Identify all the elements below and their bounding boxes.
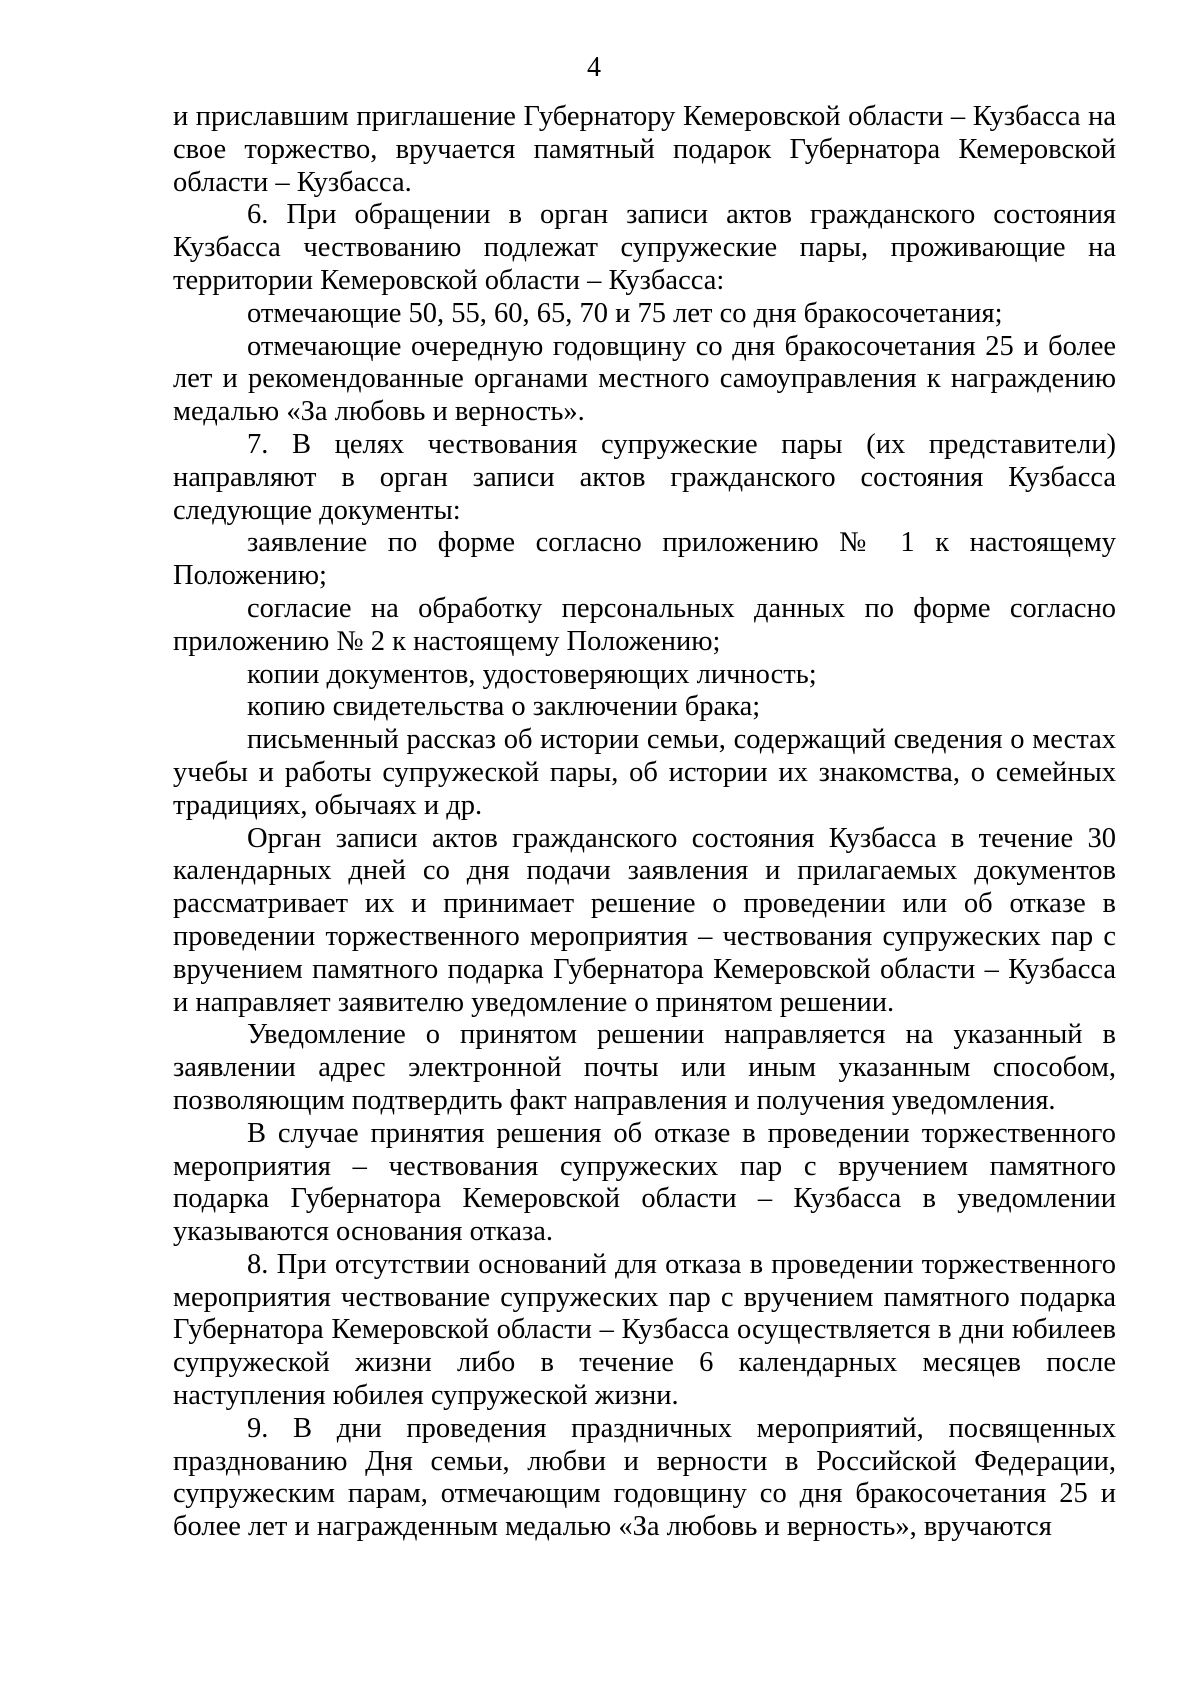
document-body bbox=[173, 101, 1116, 1544]
paragraph-document-marriage-certificate: копию свидетельства о заключении брака; bbox=[247, 691, 761, 723]
page-number: 4 bbox=[587, 52, 601, 83]
paragraph-item-9: 9. В дни проведения праздничных мероприятий, посвященных празднованию Дня семьи, любви и верности в Российской Федерации, супружеским парам, отмечающим годовщину со дня бракосочетания 25 и более лет и награжденным медалью «За любовь и верность», вручаются bbox=[173, 1412, 1116, 1543]
paragraph-continuation: и приславшим приглашение Губернатору Кемеровской области – Кузбасса на свое торжество, вручается памятный подарок Губернатора Кемеровской области – Кузбасса. bbox=[173, 101, 1116, 198]
paragraph-document-consent: согласие на обработку персональных данных по форме согласно приложению № 2 к настоящему Положению; bbox=[173, 592, 1116, 657]
paragraph-item-7: 7. В целях чествования супружеские пары (их представители) направляют в орган записи актов гражданского состояния Кузбасса следующие документы: bbox=[173, 428, 1116, 526]
paragraph-item-6: 6. При обращении в орган записи актов гражданского состояния Кузбасса чествованию подлежат супружеские пары, проживающие на территории Кемеровской области – Кузбасса: bbox=[173, 199, 1116, 296]
paragraph-document-family-story: письменный рассказ об истории семьи, содержащий сведения о местах учебы и работы супружеской пары, об истории их знакомства, о семейных традициях, обычаях и др. bbox=[173, 724, 1116, 821]
paragraph-document-application: заявление по форме согласно приложению № 1 к настоящему Положению; bbox=[173, 527, 1116, 592]
paragraph-document-id-copies: копии документов, удостоверяющих личность; bbox=[247, 658, 817, 690]
paragraph-item-6-condition-1: отмечающие 50, 55, 60, 65, 70 и 75 лет со дня бракосочетания; bbox=[247, 297, 1003, 329]
paragraph-item-6-condition-2: отмечающие очередную годовщину со дня бракосочетания 25 и более лет и рекомендованные органами местного самоуправления к награждению медалью «За любовь и верность». bbox=[173, 330, 1116, 428]
paragraph-item-8: 8. При отсутствии оснований для отказа в проведении торжественного мероприятия чествование супружеских пар с вручением памятного подарка Губернатора Кемеровской области – Кузбасса осуществляется в дни юбилеев супружеской жизни либо в течение 6 календарных месяцев после наступления юбилея супружеской жизни. bbox=[173, 1248, 1116, 1412]
paragraph-review-decision: Орган записи актов гражданского состояния Кузбасса в течение 30 календарных дней со дня подачи заявления и прилагаемых документов рассматривает их и принимает решение о проведении или об отказе в проведении торжественного мероприятия – чествования супружеских пар с вручением памятного подарка Губернатора Кемеровской области – Кузбасса и направляет заявителю уведомление о принятом решении. bbox=[173, 822, 1116, 1018]
paragraph-notification: Уведомление о принятом решении направляется на указанный в заявлении адрес электронной почты или иным указанным способом, позволяющим подтвердить факт направления и получения уведомления. bbox=[173, 1019, 1116, 1116]
paragraph-refusal: В случае принятия решения об отказе в проведении торжественного мероприятия – чествования супружеских пар с вручением памятного подарка Губернатора Кемеровской области – Кузбасса в уведомлении указываются основания отказа. bbox=[173, 1117, 1116, 1248]
